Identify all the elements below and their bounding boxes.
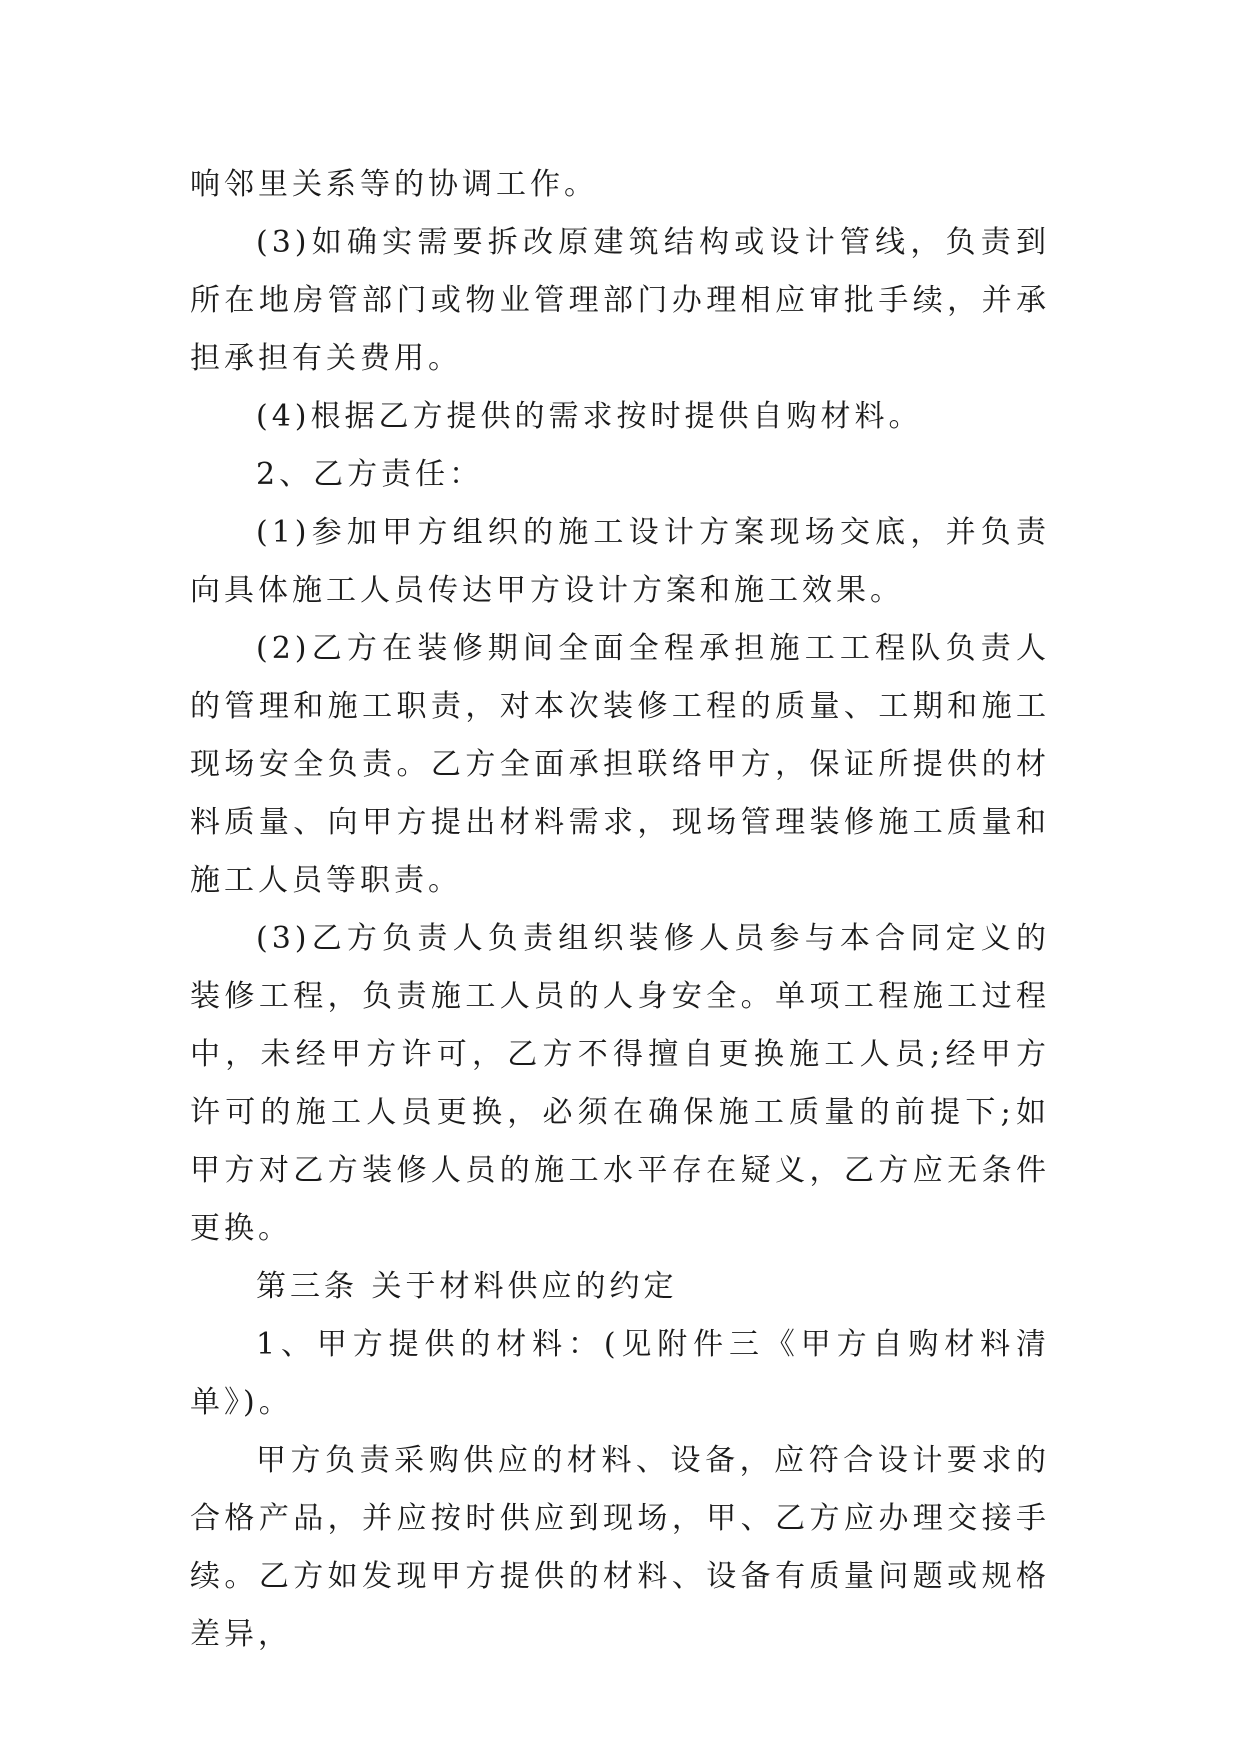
paragraph-6: (2)乙方在装修期间全面全程承担施工工程队负责人的管理和施工职责，对本次装修工程的质量、工期和施工现场安全负责。乙方全面承担联络甲方，保证所提供的材料质量、向甲方提出材料需求，现场管理装修施工质量和施工人员等职责。	[190, 631, 1050, 898]
paragraph-4: 2、乙方责任：	[256, 457, 484, 492]
paragraph-1: 响邻里关系等的协调工作。	[190, 167, 598, 202]
paragraph-7: (3)乙方负责人负责组织装修人员参与本合同定义的装修工程，负责施工人员的人身安全。单项工程施工过程中，未经甲方许可，乙方不得擅自更换施工人员;经甲方许可的施工人员更换，必须在确保施工质量的前提下;如甲方对乙方装修人员的施工水平存在疑义，乙方应无条件更换。	[190, 921, 1050, 1246]
paragraph-3: (4)根据乙方提供的需求按时提供自购材料。	[256, 399, 923, 434]
paragraph-9: 1、甲方提供的材料：(见附件三《甲方自购材料清单》)。	[190, 1327, 1050, 1420]
paragraph-5: (1)参加甲方组织的施工设计方案现场交底，并负责向具体施工人员传达甲方设计方案和施工效果。	[190, 515, 1050, 608]
paragraph-10: 甲方负责采购供应的材料、设备，应符合设计要求的合格产品，并应按时供应到现场，甲、乙方应办理交接手续。乙方如发现甲方提供的材料、设备有质量问题或规格差异，	[190, 1443, 1050, 1652]
paragraph-2: (3)如确实需要拆改原建筑结构或设计管线，负责到所在地房管部门或物业管理部门办理相应审批手续，并承担承担有关费用。	[190, 225, 1050, 376]
document-body	[190, 156, 1050, 1664]
section-heading-article-3: 第三条 关于材料供应的约定	[256, 1269, 678, 1304]
